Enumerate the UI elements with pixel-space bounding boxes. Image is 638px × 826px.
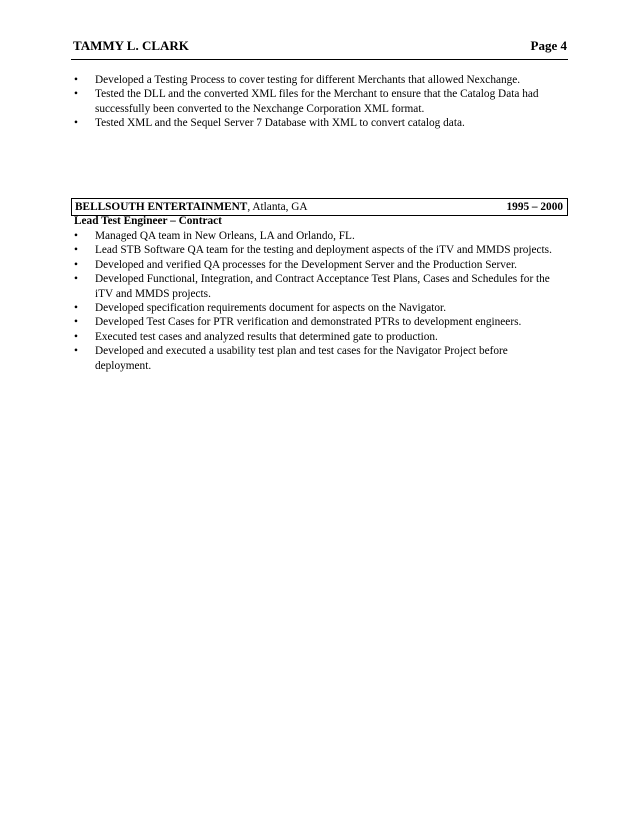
list-item — [74, 315, 564, 329]
bullet-icon: • — [74, 230, 78, 242]
list-item — [74, 87, 564, 116]
bullet-text: Developed and verified QA processes for the Development Server and the Production Server. — [95, 258, 517, 271]
bullet-icon: • — [74, 244, 78, 257]
bullet-icon: • — [74, 258, 78, 271]
list-item — [74, 243, 564, 257]
list-item — [74, 272, 564, 301]
list-item — [74, 301, 564, 315]
list-item — [74, 229, 564, 243]
bullet-icon: • — [74, 273, 78, 286]
candidate-name: TAMMY L. CLARK — [73, 38, 189, 53]
bullet-icon: • — [74, 88, 78, 101]
header-divider — [71, 59, 568, 60]
list-item — [74, 73, 564, 87]
previous-job-bullets — [74, 73, 564, 131]
company-name: BELLSOUTH ENTERTAINMENT — [75, 201, 248, 213]
list-item — [74, 258, 564, 272]
job-role: Lead Test Engineer – Contract — [74, 215, 222, 227]
bullet-icon: • — [74, 345, 78, 358]
company-location: , Atlanta, GA — [247, 201, 308, 213]
bullet-text: Tested the DLL and the converted XML files for the Merchant to ensure that the Catalog Data had successfully been converted to the Nexchange Corporation XML format. — [95, 88, 539, 115]
bullet-text: Lead STB Software QA team for the testing and deployment aspects of the iTV and MMDS projects. — [95, 244, 552, 257]
job-bullets — [74, 229, 564, 373]
bullet-icon: • — [74, 316, 78, 329]
bullet-text: Executed test cases and analyzed results that determined gate to production. — [95, 330, 438, 343]
list-item — [74, 330, 564, 344]
company-line — [75, 199, 308, 215]
bullet-text: Managed QA team in New Orleans, LA and Orlando, FL. — [95, 230, 355, 242]
job-section — [74, 229, 564, 373]
bullet-text: Developed specification requirements document for aspects on the Navigator. — [95, 302, 447, 315]
bullet-icon: • — [74, 117, 78, 130]
list-item — [74, 116, 564, 130]
bullet-icon: • — [74, 330, 78, 343]
bullet-text: Developed a Testing Process to cover testing for different Merchants that allowed Nexchange. — [95, 74, 521, 86]
job-years: 1995 – 2000 — [506, 201, 563, 213]
bullet-text: Tested XML and the Sequel Server 7 Database with XML to convert catalog data. — [95, 117, 465, 130]
bullet-text: Developed Test Cases for PTR verification and demonstrated PTRs to development engineers. — [95, 316, 522, 329]
list-item — [74, 344, 564, 373]
bullet-icon: • — [74, 74, 78, 86]
bullet-text: Developed Functional, Integration, and Contract Acceptance Test Plans, Cases and Schedules for the iTV and MMDS projects. — [95, 273, 550, 300]
page-number: Page 4 — [530, 38, 567, 53]
bullet-icon: • — [74, 302, 78, 315]
previous-job-section — [74, 73, 564, 131]
bullet-text: Developed and executed a usability test plan and test cases for the Navigator Project before deployment. — [95, 345, 508, 372]
